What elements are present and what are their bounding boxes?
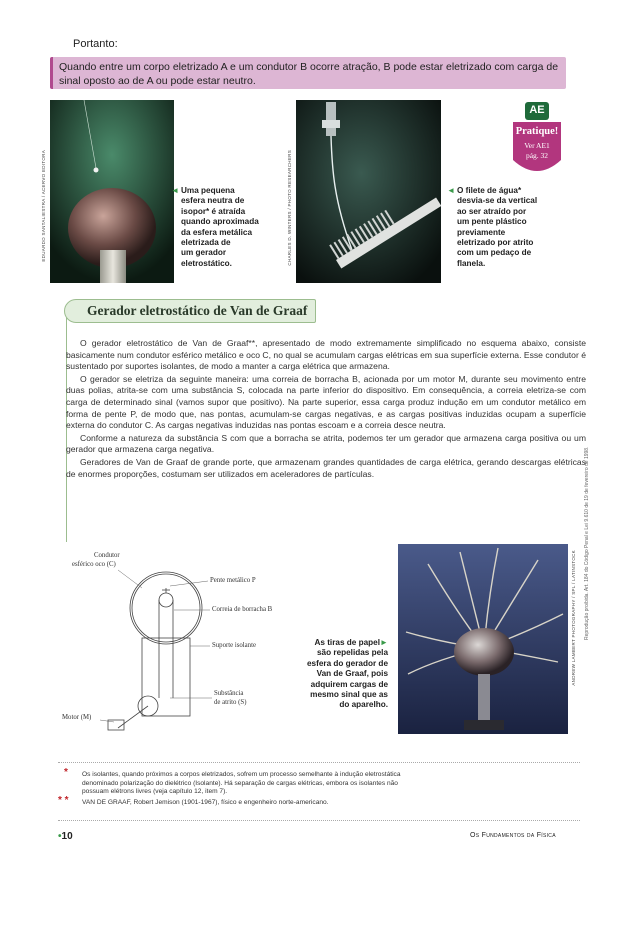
footnote-marker-1: * — [64, 767, 68, 778]
pratique-ref: Ver AE1 — [524, 141, 550, 150]
book-title: Os Fundamentos da Física — [470, 832, 556, 839]
triangle-right-icon: ► — [379, 638, 388, 647]
paragraph-2: O gerador se eletriza da seguinte maneira: uma correia de borracha B, acionada por um motor M, durante seu movimento entre duas polias, atrita-se com uma substância S, colocada na parte inferior do dispositivo. Em consequência, a correia eletriza-se com carga de determinado sinal (vamos supor que positivo). Na parte superior, essa carga produz indução em um condutor metálico em forma de pente P, de modo que, nas pontas, acumulam-se cargas negativas, e as cargas positivas induzidas ocupam a superfície externa do condutor C. As cargas negativas induzidas nas pontas escoam e a correia desce neutra. — [66, 373, 586, 431]
pratique-page: pág. 32 — [525, 151, 549, 160]
caption-sphere: ◄ Uma pequena esfera neutra de isopor* é atraída quando aproximada da esfera metálica eletrizada de um gerador eletrostático. — [171, 186, 259, 268]
label-motor: Motor (M) — [62, 714, 92, 721]
label-suporte: Suporte isolante — [212, 642, 256, 649]
label-pente: Pente metálico P — [210, 577, 256, 584]
footnote-1: * Os isolantes, quando próximos a corpos eletrizados, sofrem um processo semelhante à indução eletrostática denominado polarização do dielétrico (Isolante). Há separação de cargas elétricas, embora os isolantes não possuam elétrons livres (veja capítulo 12, item 7). — [64, 767, 401, 796]
photo-water-comb — [296, 100, 441, 283]
intro-text: Portanto: — [73, 38, 118, 50]
paragraph-1: O gerador eletrostático de Van de Graaf**, apresentado de modo extremamente simplificado no esquema abaixo, consiste basicamente num condutor esférico metálico e oco C, no qual se acumulam cargas elétricas em sua superfície externa. Esse condutor é sustentado por suportes isolantes, de modo a manter a carga elétrica que armazena. — [66, 338, 586, 372]
paragraph-3: Conforme a natureza da substância S com que a borracha se atrita, podemos ter um gerador que armazena carga positiva ou um gerador que armazena carga negativa. — [66, 432, 586, 455]
photo-credit-2: CHARLES D. WINTERS / PHOTO RESEARCHERS — [287, 150, 292, 266]
copyright-note: Reprodução proibida. Art. 184 do Código Penal e Lei 9.610 de 19 de fevereiro de 1998. — [584, 446, 590, 640]
paragraph-4: Geradores de Van de Graaf de grande porte, que armazenam grandes quantidades de carga elétrica, gerando descargas elétricas de enormes proporções, costumam ser utilizados em aceleradores de partículas. — [66, 456, 586, 479]
triangle-left-icon: ◄ — [171, 186, 180, 195]
photo-sphere — [50, 100, 174, 283]
triangle-left-icon: ◄ — [447, 186, 456, 195]
photo-van-de-graaf — [398, 544, 568, 734]
section-title: Gerador eletrostático de Van de Graaf — [64, 299, 316, 323]
footnote-marker-2: * * — [58, 794, 69, 806]
footnotes — [58, 767, 578, 807]
photo-credit-3: ANDREW LAMBERT PHOTOGRAPHY / SPL / LATINSTOCK — [571, 550, 576, 686]
page-number: •10 — [58, 831, 73, 842]
footer-divider — [58, 820, 580, 821]
label-correia: Correia de borracha B — [212, 606, 273, 613]
label-condutor-2: esférico oco (C) — [72, 561, 116, 568]
pratique-badge[interactable] — [505, 100, 569, 182]
bullet-icon: • — [58, 831, 62, 842]
caption-van-de-graaf: As tiras de papel são repelidas pela esfera do gerador de Van de Graaf, pois adquirem cargas de mesmo sinal que as do aparelho. ► — [307, 638, 388, 710]
ae-logo: AE — [529, 104, 545, 116]
conclusion-box: Quando entre um corpo eletrizado A e um condutor B ocorre atração, B pode estar eletrizado com carga de sinal oposto ao de A ou pode estar neutro. — [50, 57, 566, 89]
label-substancia-2: de atrito (S) — [214, 699, 247, 706]
label-condutor: Condutor — [94, 552, 120, 559]
photo-credit-1: EDUARDO SANTALIESTRA / ACERVO EDITORA — [41, 150, 46, 262]
label-substancia: Substância — [214, 690, 244, 697]
pratique-title: Pratique! — [515, 126, 559, 137]
footnote-2: * * VAN DE GRAAF, Robert Jemison (1901-1967), físico e engenheiro norte-americano. — [58, 794, 329, 806]
body-text — [66, 338, 586, 480]
caption-water-comb: ◄ O filete de água* desvia-se da vertical ao ser atraído por um pente plástico previamente eletrizado por atrito com um pedaço de flanela. — [447, 186, 538, 268]
footnote-divider — [58, 762, 580, 763]
